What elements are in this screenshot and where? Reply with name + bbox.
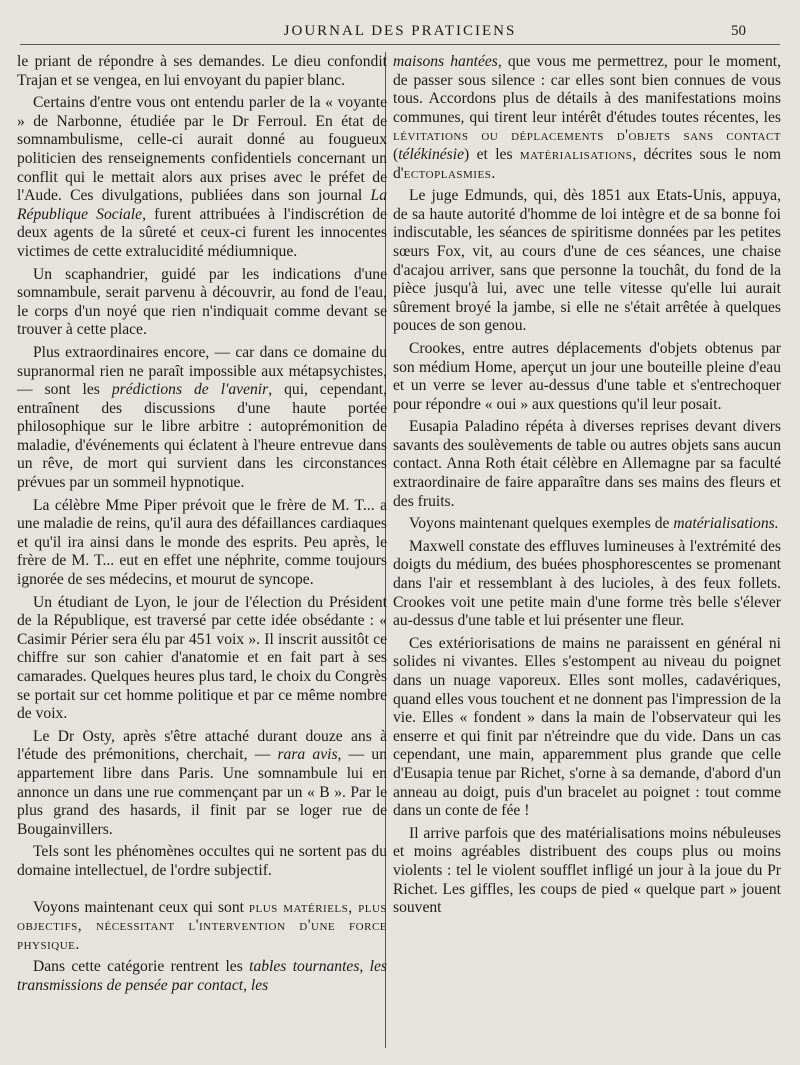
right-column bbox=[393, 53, 781, 922]
paragraph: Eusapia Paladino répéta à diverses reprises devant divers savants des soulèvements de table ou autres objets sans aucun contact. Anna Roth était célèbre en Allemagne par sa faculté extraordinaire de faire apparaître dans ses mains des fleurs et des fruits. bbox=[393, 418, 781, 510]
paragraph: maisons hantées, que vous me permettrez, pour le moment, de passer sous silence : car elles sont bien connues de vous tous. Accordons plus de détails à des manifestations moins communes, qui tirent leur intérêt d'études toutes récentes, les lévitations ou déplacements d'objets sans contact (télékinésie) et les matérialisations, décrites sous le nom d'ectoplasmies. bbox=[393, 53, 781, 182]
paragraph: Dans cette catégorie rentrent les tables tournantes, les transmissions de pensée par contact, les bbox=[17, 958, 387, 994]
paragraph: le priant de répondre à ses demandes. Le dieu confondit Trajan et se vengea, en lui envoyant du papier blanc. bbox=[17, 53, 387, 89]
paragraph: Voyons maintenant ceux qui sont plus matériels, plus objectifs, nécessitant l'intervention d'une force physique. bbox=[17, 898, 388, 953]
paragraph: Certains d'entre vous ont entendu parler de la « voyante » de Narbonne, étudiée par le Dr Ferroul. En état de somnambulisme, celle-ci aurait donné au fougueux politicien des renseignements confidentiels concernant un conflit qui le mettait alors aux prises avec le préfet de l'Aude. Ces divulgations, publiées dans son journal La République Sociale, furent attribuées à l'indiscrétion de deux agents de la sûreté et ceux-ci furent les innocentes victimes de cette extralucidité médiumnique. bbox=[17, 94, 387, 260]
paragraph: Ces extériorisations de mains ne paraissent en général ni solides ni vivantes. Elles s'estompent au niveau du poignet dans un nuage vaporeux. Elles sont molles, cadavériques, quand elles vous touchent et ne donnent pas l'impression de la vie. Elles « fondent » dans la main de l'observateur qui les enserre et qui finit par n'étreindre que du vide. Dans un cas cependant, une main, apparemment plus grande que celle d'Eusapia tenue par Richet, s'orne à sa demande, d'abord d'un anneau au doigt, puis d'un bracelet au poignet : tout comme dans un conte de fée ! bbox=[393, 634, 781, 820]
paragraph: Un scaphandrier, guidé par les indications d'une somnambule, serait parvenu à découvrir, au fond de l'eau, le corps d'un noyé que rien n'indiquait comme devant se trouver à cette place. bbox=[17, 265, 387, 339]
paragraph: Maxwell constate des effluves lumineuses à l'extrémité des doigts du médium, des buées phosphorescentes se promenant dans l'air et ressemblant à des lucioles, à des feux follets. Crookes voit une petite main d'une forme très belle s'élever au-dessus d'une table et lui présenter une fleur. bbox=[393, 537, 781, 630]
paragraph: Voyons maintenant quelques exemples de matérialisations. bbox=[409, 515, 779, 533]
page-number: 50 bbox=[731, 23, 746, 39]
paragraph: La célèbre Mme Piper prévoit que le frère de M. T... a une maladie de reins, qu'il aura des défaillances cardiaques et qu'il ira ainsi dans le monde des esprits. Peu après, le frère de M. T... eut en effet une néphrite, comme toujours ignorée de ses médecins, et mourut de syncope. bbox=[17, 496, 387, 589]
left-column bbox=[17, 53, 387, 1000]
running-title: JOURNAL DES PRATICIENS bbox=[283, 23, 517, 39]
paragraph: Plus extraordinaires encore, — car dans ce domaine du supranormal rien ne paraît impossible aux métapsychistes, — sont les prédictions de l'avenir, qui, cependant, entraînent des discussions d'une haute portée philosophique sur le libre arbitre : autoprémonition de maladie, d'événements qui éclatent à l'heure entrevue dans un rêve, de mort qui survient dans les circonstances prévues par un sommeil hypnotique. bbox=[17, 343, 388, 492]
page-header bbox=[20, 18, 780, 45]
paragraph: Il arrive parfois que des matérialisations moins nébuleuses et moins agréables distribuent des coups plus ou moins violents : tel le violent soufflet infligé un jour à la joue du Pr Richet. Les giffles, les coups de pied « quelque part » jouent souvent bbox=[393, 824, 781, 917]
paragraph: Un étudiant de Lyon, le jour de l'élection du Président de la République, est traversé par cette idée obsédante : « Casimir Périer sera élu par 451 voix ». Il inscrit aussitôt ce chiffre sur son cahier d'anatomie et en fait part à ses camarades. Quelques heures plus tard, le choix du Congrès se portait sur cet homme politique et par ce même nombre de voix. bbox=[17, 593, 387, 723]
paragraph: Le juge Edmunds, qui, dès 1851 aux Etats-Unis, appuya, de sa haute autorité d'homme de loi intègre et de sa bonne foi indiscutable, les séances de spiritisme données par les petites sœurs Fox, vit, au cours d'une de ces séances, une chaise d'acajou arriver, sans que personne la touchât, du fond de la pièce jusqu'à lui, avec une telle vitesse qu'elle lui aurait sûrement broyé la jambe, si elle ne s'était arrêtée à quelques pouces de son genou. bbox=[393, 187, 781, 335]
paragraph: Tels sont les phénomènes occultes qui ne sortent pas du domaine intellectuel, de l'ordre subjectif. bbox=[17, 843, 387, 879]
paragraph: Le Dr Osty, après s'être attaché durant douze ans à l'étude des prémonitions, cherchait, — rara avis, — un appartement libre dans Paris. Une somnambule lui en annonce un dans une rue commençant par un « B ». Par le plus grand des hasards, il finit par se loger rue de Bougainvillers. bbox=[17, 727, 387, 838]
paragraph: Crookes, entre autres déplacements d'objets obtenus par son médium Home, aperçut un jour une bouteille pleine d'eau et un verre se lever au-dessus d'une table et s'entrechoquer pour répondre « oui » aux questions qu'il leur posait. bbox=[393, 339, 781, 413]
